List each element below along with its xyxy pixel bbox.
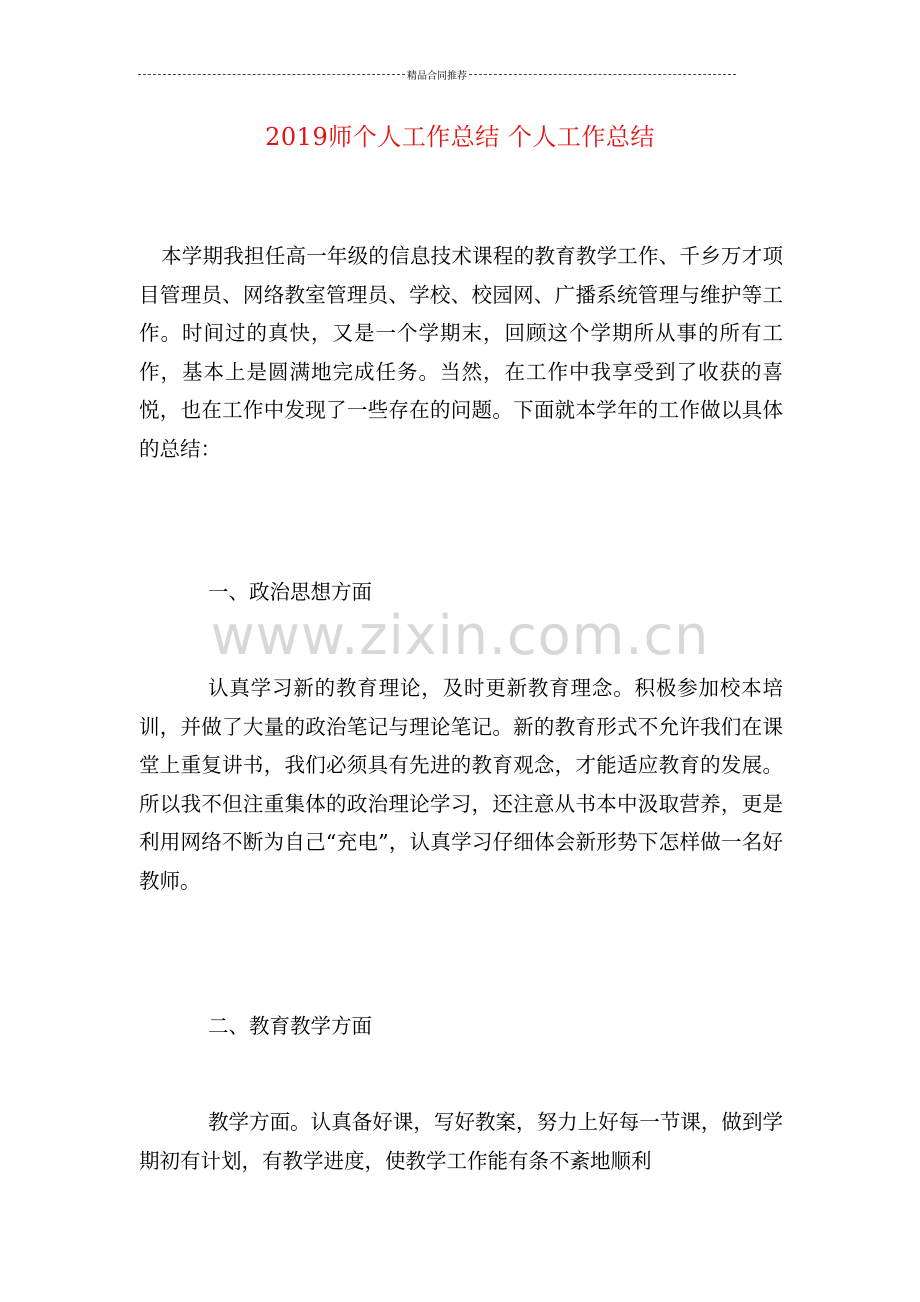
header-banner bbox=[138, 66, 736, 82]
section-body-politics: 认真学习新的教育理论，及时更新教育理念。积极参加校本培训，并做了大量的政治笔记与理论笔记。新的教育形式不允许我们在课堂上重复讲书，我们必须具有先进的教育观念，才能适应教育的发展。所以我不但注重集体的政治理论学习，还注意从书本中汲取营养，更是利用网络不断为自己“充电”，认真学习仔细体会新形势下怎样做一名好教师。 bbox=[139, 676, 783, 893]
section-heading-politics: 一、政治思想方面 bbox=[208, 580, 372, 604]
section-heading-teaching: 二、教育教学方面 bbox=[208, 1014, 372, 1038]
section-body-teaching: 教学方面。认真备好课，写好教案，努力上好每一节课，做到学期初有计划，有教学进度，使教学工作能有条不紊地顺利 bbox=[139, 1110, 783, 1173]
header-dashes-left bbox=[138, 74, 405, 75]
document-title: 2019师个人工作总结 个人工作总结 bbox=[265, 123, 655, 151]
intro-paragraph: 本学期我担任高一年级的信息技术课程的教育教学工作、千乡万才项目管理员、网络教室管理员、学校、校园网、广播系统管理与维护等工作。时间过的真快，又是一个学期末，回顾这个学期所从事的所有工作，基本上是圆满地完成任务。当然，在工作中我享受到了收获的喜悦，也在工作中发现了一些存在的问题。下面就本学年的工作做以具体的总结： bbox=[139, 244, 783, 461]
header-dashes-right bbox=[469, 74, 736, 75]
watermark: www.zixin.com.cn bbox=[210, 604, 710, 667]
header-label: 精品合同推荐 bbox=[407, 70, 467, 82]
